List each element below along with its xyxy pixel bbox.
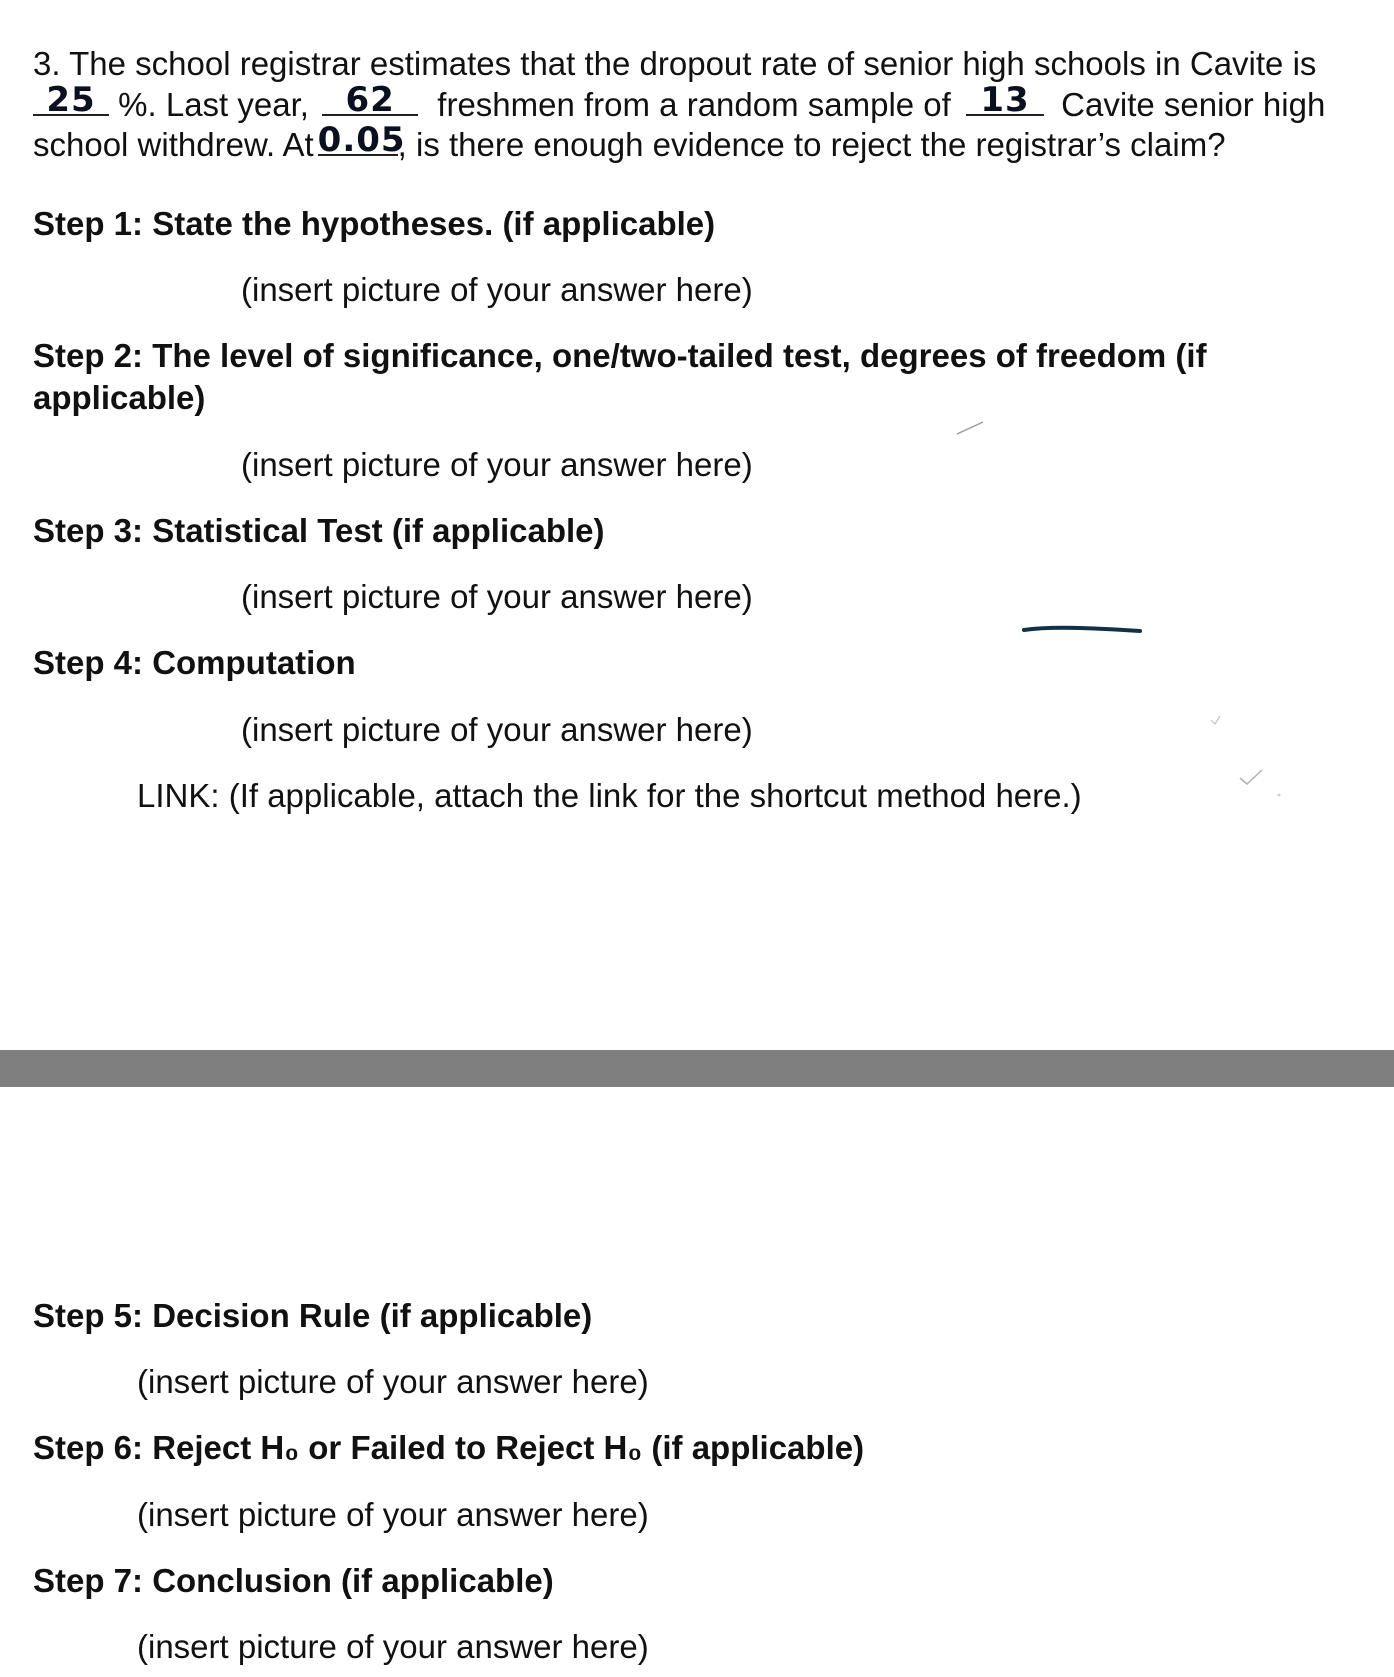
rate-blank (33, 80, 109, 120)
question-text-line2a: %. Last year, (118, 86, 309, 123)
question-line-2 (33, 80, 1326, 125)
step-2-placeholder: (insert picture of your answer here) (241, 446, 753, 483)
freshmen-blank (322, 80, 418, 120)
step-2-heading-line1: Step 2: The level of significance, one/two-tailed test, degrees of freedom (if (33, 337, 1207, 374)
question-text-line2b: freshmen from a random sample of (437, 86, 951, 123)
sample-blank (966, 80, 1044, 120)
step-4-placeholder: (insert picture of your answer here) (241, 711, 753, 748)
question-line-1 (33, 44, 1316, 84)
pen-underline-mark (1022, 622, 1144, 636)
step-5-placeholder: (insert picture of your answer here) (137, 1363, 649, 1400)
step-5-heading: Step 5: Decision Rule (if applicable) (33, 1297, 593, 1334)
rate-handwritten: 25 (46, 80, 96, 120)
faint-dot-mark (1274, 790, 1284, 800)
faint-tick-mark (1208, 712, 1224, 728)
page-divider (0, 1050, 1394, 1087)
step-2-heading-line2: applicable) (33, 379, 206, 416)
alpha-blank (317, 120, 406, 160)
step-7-heading: Step 7: Conclusion (if applicable) (33, 1562, 554, 1599)
step-3-placeholder: (insert picture of your answer here) (241, 578, 753, 615)
step-1-placeholder: (insert picture of your answer here) (241, 271, 753, 308)
check-mark-icon (1236, 766, 1266, 788)
step-4-link-text: LINK: (If applicable, attach the link for the shortcut method here.) (137, 777, 1082, 814)
step-6-placeholder: (insert picture of your answer here) (137, 1496, 649, 1533)
question-text-line1: The school registrar estimates that the dropout rate of senior high schools in Cavite is (69, 45, 1317, 82)
question-text-line3a: school withdrew. At (33, 126, 314, 163)
step-1-heading: Step 1: State the hypotheses. (if applicable) (33, 205, 716, 242)
step-6-heading: Step 6: Reject H₀ or Failed to Reject H₀ (if applicable) (33, 1429, 865, 1466)
sample-handwritten: 13 (980, 80, 1030, 120)
question-text-line3b: , is there enough evidence to reject the registrar’s claim? (397, 126, 1226, 163)
step-4-heading: Step 4: Computation (33, 644, 356, 681)
question-number: 3. (33, 45, 61, 82)
question-text-line2c: Cavite senior high (1061, 86, 1326, 123)
pen-stroke-mark (955, 418, 987, 438)
question-line-3 (33, 120, 1226, 165)
step-7-placeholder: (insert picture of your answer here) (137, 1628, 649, 1665)
freshmen-handwritten: 62 (345, 80, 395, 120)
step-3-heading: Step 3: Statistical Test (if applicable) (33, 512, 605, 549)
alpha-handwritten: 0.05 (317, 120, 406, 160)
